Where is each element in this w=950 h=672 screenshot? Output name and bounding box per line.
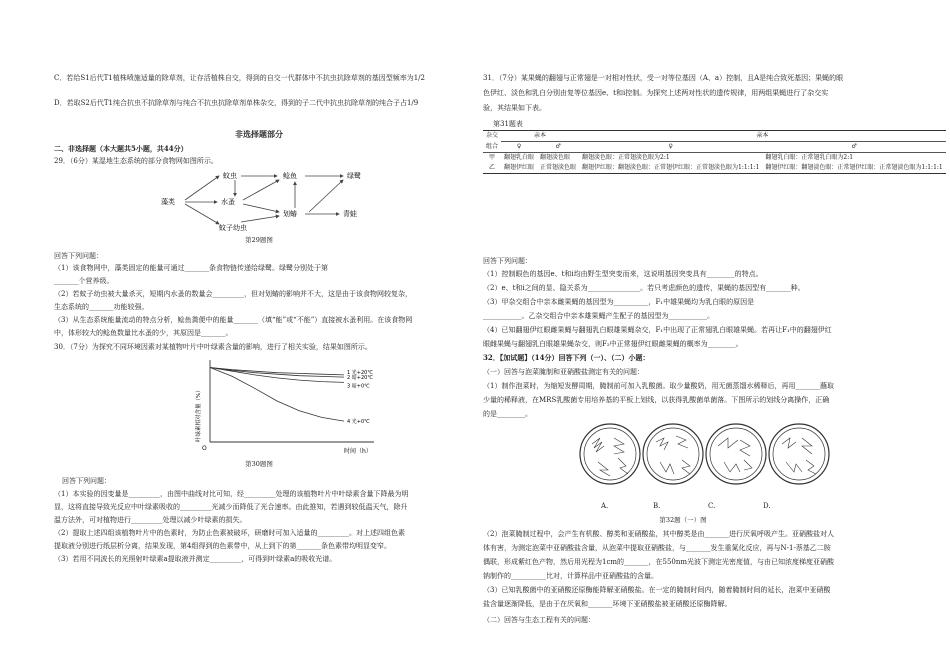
q30-line3: 温方法外，可对植物进行_________处理以减少叶绿素的损失。: [54, 516, 247, 524]
q29-line3: （2）若蚊子幼虫被大量杀灭，短期内水蚤的数量会_________，但对划蝽的影响并不大，这是由于该食物网较复杂，: [54, 290, 412, 298]
q32-caption: 第32题（一）图: [659, 516, 707, 524]
q31-a4: ___________。乙杂交组合中亲本雄果蝇产生配子的基因型为___________。: [483, 312, 714, 320]
q31-table-wrap: [483, 130, 943, 174]
q32-l9: 盐含量逐渐降低，是由于在厌氧和_______环境下亚硝酸盐被亚硝酸还原酶降解。: [483, 600, 732, 608]
option-c: C．若给S1后代T1植株喷施适量的除草剂，让存活植株自交，得到的自交一代群体中不抗虫抗除草剂的基因型频率为1/2: [54, 74, 425, 82]
series-label-4: 4 光+0℃: [347, 419, 370, 426]
th-parent: 亲本: [501, 131, 579, 142]
food-web-diagram: [159, 166, 379, 236]
node-frog: 青蛙: [343, 210, 357, 218]
series-label-2: 2 暗+20℃: [347, 375, 373, 382]
node-larva: 蚊子幼虫: [219, 224, 247, 232]
q30-caption: 第30题图: [245, 460, 273, 468]
chart-origin: O: [202, 445, 207, 452]
q31-line1: 31．（7分）某果蝇的翻翅与正常翅是一对相对性状，受一对等位基因（A、a）控制，且A是纯合致死基因；果蝇的眼: [483, 74, 844, 82]
series-line-4: [210, 368, 344, 422]
node-algae: 藻类: [161, 198, 175, 206]
q31-a2: （2）e、t和i之间的显、隐关系为_______________。若只考虑颜色的遗传，果蝇的基因型有_______种。: [483, 284, 805, 292]
q29-stem: 29．（6分）某湿地生态系统的部分食物网如图所示。: [54, 157, 218, 165]
q30-line5: 提取液分别进行纸层析分离，结果发现，第4组得到的色素带中，从上到下的第_______条色素带均明显变窄。: [54, 542, 391, 550]
cell: 翻翅乳白眼: [504, 154, 535, 161]
q30-line6: （3）若用不同波长的光照射叶绿素a提取液并测定_________，可得到叶绿素a的吸收光谱。: [54, 555, 337, 563]
cell: 翻翅淡色眼: [540, 154, 571, 161]
dish-c: [706, 424, 766, 484]
cell: 乙: [489, 164, 496, 171]
th-f1-male: ♂: [851, 143, 857, 150]
q29-line5: （3）从生态系统能量流动的特点分析，鲶鱼粪便中的能量_______（填“能”或“不能”）直接被水蚤利用。在该食物网: [54, 316, 413, 324]
series-label-1: 1 光+20℃: [347, 369, 373, 376]
cell: 正常翅淡色眼: [540, 164, 577, 171]
q32-part1: （一）回答与泡菜腌制和亚硝酸盐测定有关的问题：: [483, 368, 644, 376]
q31-a1: （1）控制眼色的基因e、t和i均由野生型突变而来，这说明基因突变具有________的特点。: [483, 270, 763, 278]
q32-l4: （2）泡菜腌制过程中，会产生有机酸、醇类和亚硝酸盐，其中醇类是由_______进行厌氧呼吸产生。亚硝酸盐对人: [483, 530, 834, 538]
section-title: 非选择题部分: [235, 129, 283, 139]
cell: 翻翅伊红眼：翻翅淡色眼：正常翅伊红眼：正常翅淡色眼为1:1:1:1: [765, 164, 943, 171]
node-daphnia: 水蚤: [221, 198, 235, 206]
q30-chart: [194, 356, 384, 456]
q31-prompt: 回答下列问题：: [483, 257, 532, 265]
th-male: ♂: [555, 143, 561, 150]
series-label-3: 3 暗+0℃: [347, 383, 370, 390]
q32-l6: 偶联，形成紫红色产物，然后用光程为1cm的_______，在550nm光波下测定光密度值，与由已知浓度梯度亚硝酸: [483, 558, 835, 566]
option-d-label: D.: [763, 502, 771, 510]
cell: 翻翅乳白眼：正常翅乳白眼为2:1: [765, 154, 854, 161]
q30-prompt: 回答下列问题：: [62, 477, 111, 485]
option-b-label: B.: [653, 502, 661, 510]
q32-l7: 钠制作的__________比对，计算样品中亚硝酸盐的含量。: [483, 572, 658, 580]
th-female: ♀: [516, 143, 522, 150]
q32-part2: （二）回答与生态工程有关的问题：: [483, 616, 595, 624]
q32-l3: 的是________。: [483, 410, 532, 418]
q29-prompt: 回答下列问题：: [54, 252, 103, 260]
cell: 翻翅淡色眼：正常翅淡色眼为2:1: [582, 154, 670, 161]
th-cross: 杂交: [486, 132, 499, 139]
q30-line1: （1）本实验的因变量是_________，由图中曲线对比可知，经_________处理的该植物叶片中叶绿素含量下降最为明: [54, 490, 409, 498]
th-f1-female: ♀: [668, 143, 673, 150]
q30-line2: 显，这将直接导致光反应中叶绿素吸收的_________光减少而降低了光合速率。由此推知，若遇到较低温天气，除升: [54, 503, 408, 511]
option-a-label: A.: [601, 502, 609, 510]
q32-l2: 少量的稀释液，在MRS乳酸菌专用培养基的平板上划线，以获得乳酸菌单菌落。下图所示的划线分离操作，正确: [483, 396, 830, 404]
q30-stem: 30．（7分）为探究不同环境因素对某植物叶片中叶绿素含量的影响，进行了相关实验，结果如图所示。: [54, 343, 372, 351]
q32-l1: （1）制作泡菜时，为缩短发酵周期，腌制前可加入乳酸菌。取少量酸奶，用无菌蒸馏水稀释后，再用_______蘸取: [483, 382, 834, 390]
node-mosquito: 蚊虫: [223, 172, 237, 180]
q31-line2: 色伊红、淡色和乳白分别由复等位基因e、t和i控制。为探究上述两对性状的遗传规律，用两组果蝇进行了杂交实: [483, 89, 829, 97]
q31-table-title: 第31题表: [493, 120, 523, 128]
dish-b: [643, 424, 703, 484]
option-c-label: C.: [708, 502, 716, 510]
q31-a6: 眼雌果蝇与翻翅乳白眼雄果蝇杂交，则F₂中正常翅伊红眼雌果蝇的概率为________。: [483, 340, 743, 348]
option-c-line1: [54, 72, 464, 85]
q32-stem: 32．【加试题】（14分）回答下列（一）、（二）小题：: [483, 353, 650, 362]
cell: 翻翅伊红眼: [504, 164, 535, 171]
th-f1: 亲本: [579, 131, 946, 142]
q29-line1: （1）该食物网中，藻类固定的能量可通过_______条食物链传递给绿鹭。绿鹭分别处于第: [54, 264, 328, 272]
q31-table: [483, 130, 946, 174]
node-heron: 绿鹭: [347, 172, 361, 180]
cell: 翻翅伊红眼：翻翅淡色眼：正常翅伊红眼：正常翅淡色眼为1:1:1:1: [582, 164, 760, 171]
cell: 甲: [489, 154, 496, 161]
q29-caption: 第29题图: [245, 236, 273, 244]
dish-a: [580, 424, 640, 484]
node-backswimmer: 划蝽: [283, 210, 297, 218]
q32-l5: 体有害，为测定泡菜中亚硝酸盐含量，从泡菜中提取亚硝酸盐，与_______发生重氮化反应，再与N-1-萘基乙二胺: [483, 544, 831, 552]
table-row: [483, 153, 946, 164]
petri-dishes: [578, 418, 838, 498]
th-group: 组合: [486, 142, 499, 150]
chart-ylabel: 叶绿素相对含量（%）: [196, 387, 202, 442]
table-row: [483, 163, 946, 174]
q29-line4: 生态系统的_______功能较强。: [54, 303, 149, 311]
q31-line3: 验，其结果如下表。: [483, 104, 546, 112]
dish-d: [769, 424, 829, 484]
q31-a3: （3）甲杂交组合中亲本雌果蝇的基因型为__________，F₁中雄果蝇均为乳白眼的原因是: [483, 298, 755, 306]
q32-l8: （3）已知乳酸菌中的亚硝酸还原酶能降解亚硝酸盐。在一定的腌制时间内，随着腌制时间的延长，泡菜中亚硝酸: [483, 586, 831, 594]
node-catfish: 鲶鱼: [283, 172, 297, 180]
option-d: D．若取S2后代T1纯合抗虫不抗除草剂与纯合不抗虫抗除草剂单株杂交，得到的子二代中抗虫抗除草剂的纯合子占1/9: [54, 99, 419, 107]
q29-line2: _______个营养级。: [54, 277, 114, 285]
chart-xlabel: 时间（h）: [344, 448, 372, 455]
q29-line6: 中，体形较大的鲶鱼数量比水蚤的少，其原因是_______。: [54, 329, 233, 337]
q30-line4: （2）提取上述四组该植物叶片中的色素时，为防止色素被破坏，研磨时可加入适量的_________。对上述四组色素: [54, 529, 405, 537]
section-heading: 二、非选择题（本大题共5小题，共44分）: [54, 144, 188, 153]
q31-a5: （4）已知翻翅伊红眼雌果蝇与翻翅乳白眼雄果蝇杂交，F₁中出现了正常翅乳白眼雄果蝇。若再让F₁中的翻翅伊红: [483, 326, 832, 334]
